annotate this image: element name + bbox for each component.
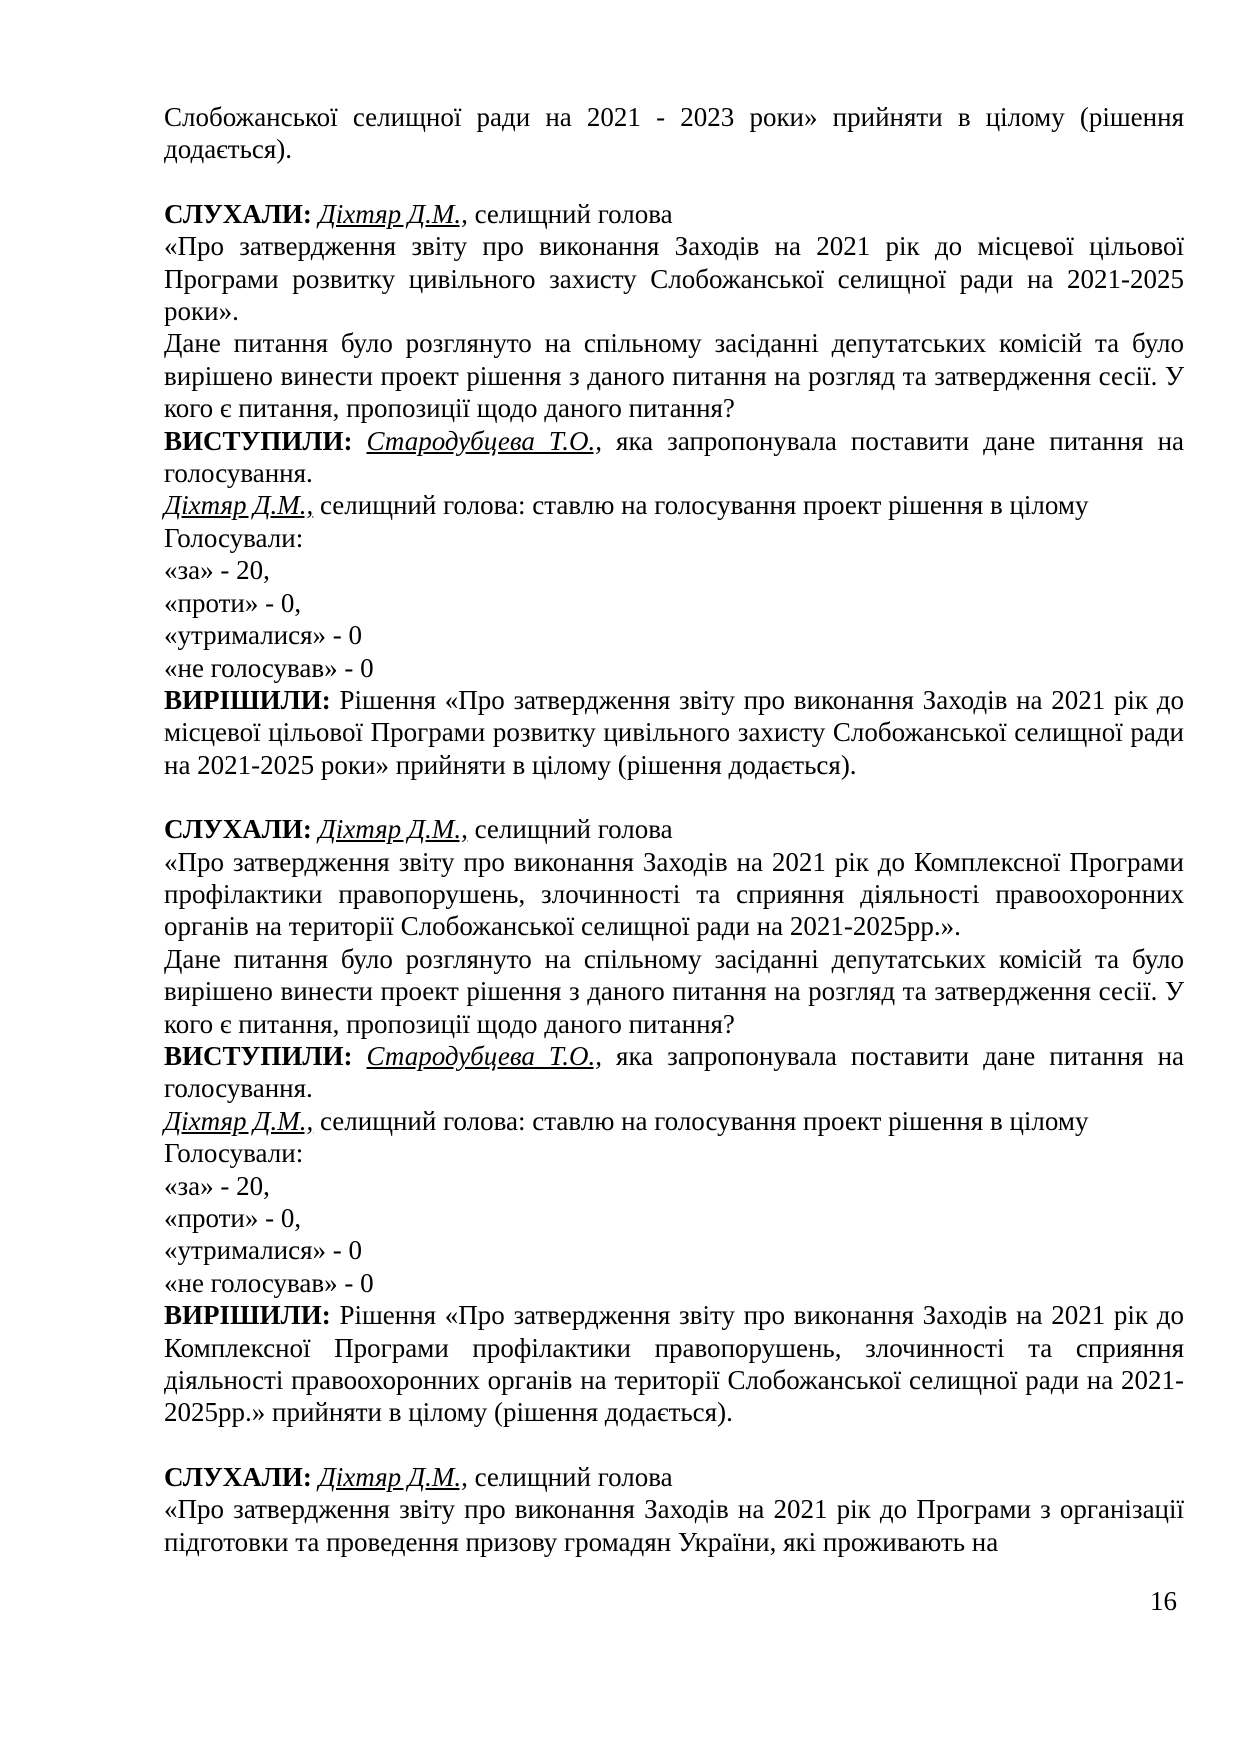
intro-paragraph: Слобожанської селищної ради на 2021 - 2023 роки» прийняти в цілому (рішення додається). — [164, 102, 1184, 165]
speaker-role: селищний голова — [467, 1461, 673, 1492]
voted-label: Голосували: — [164, 522, 304, 553]
spoke-line — [164, 425, 1184, 490]
spoke-line — [164, 1040, 1184, 1105]
speaker-role: селищний голова — [467, 814, 673, 845]
speaker-name: Діхтяр Д.М., — [318, 198, 468, 229]
discussion-text: Дане питання було розглянуто на спільному засіданні депутатських комісій та було вирішено винести проект рішення з даного питання на розгляд та затвердження сесії. У кого є питання, пропозиції щодо даного питання? — [164, 943, 1184, 1039]
heard-line — [164, 198, 1184, 230]
speaker-role: селищний голова — [467, 198, 673, 229]
heard-label: СЛУХАЛИ: — [164, 198, 312, 229]
spoke-name: Стародубцева Т.О., — [366, 1040, 602, 1071]
chair-name: Діхтяр Д.М., — [164, 1105, 314, 1136]
decided-text: Рішення «Про затвердження звіту про виконання Заходів на 2021 рік до місцевої цільової Програми розвитку цивільного захисту Слобожанської селищної ради на 2021-2025 роки» прийняти в цілому (рішення додається). — [164, 684, 1184, 780]
speaker-name: Діхтяр Д.М., — [318, 1461, 468, 1492]
agenda-item-3 — [164, 1461, 1184, 1558]
topic-text: «Про затвердження звіту про виконання Заходів на 2021 рік до Програми з організації підготовки та проведення призову громадян України, які проживають на — [164, 1494, 1184, 1557]
heard-label: СЛУХАЛИ: — [164, 1461, 312, 1492]
agenda-item-2 — [164, 813, 1184, 1429]
vote-abstained: «утрималися» - 0 — [164, 1235, 363, 1266]
heard-line — [164, 1461, 1184, 1493]
decided-label: ВИРІШИЛИ: — [164, 1300, 331, 1331]
chair-text: селищний голова: ставлю на голосування проект рішення в цілому — [313, 1105, 1089, 1136]
voted-label: Голосували: — [164, 1138, 304, 1169]
chair-text: селищний голова: ставлю на голосування проект рішення в цілому — [313, 490, 1089, 521]
topic-text: «Про затвердження звіту про виконання Заходів на 2021 рік до місцевої цільової Програми розвитку цивільного захисту Слобожанської селищної ради на 2021-2025 роки». — [164, 231, 1184, 327]
spoke-text: яка запропонувала поставити дане питання на голосування. — [164, 1040, 1185, 1104]
vote-against: «проти» - 0, — [164, 1203, 302, 1233]
decided-line — [164, 684, 1184, 781]
vote-abstained: «утрималися» - 0 — [164, 620, 363, 651]
spoke-label: ВИСТУПИЛИ: — [164, 1040, 353, 1071]
page-number: 16 — [1150, 1586, 1177, 1616]
topic-text: «Про затвердження звіту про виконання Заходів на 2021 рік до Комплексної Програми профілактики правопорушень, злочинності та сприяння діяльності правоохоронних органів на території Слобожанської селищної ради на 2021-2025рр.». — [164, 846, 1184, 942]
vote-for: «за» - 20, — [164, 555, 270, 586]
vote-for: «за» - 20, — [164, 1170, 270, 1201]
chair-line — [164, 489, 1184, 521]
document-body — [164, 101, 1184, 1558]
vote-not-voted: «не голосував» - 0 — [164, 652, 374, 683]
heard-line — [164, 813, 1184, 845]
decided-text: Рішення «Про затвердження звіту про виконання Заходів на 2021 рік до Комплексної Програми профілактики правопорушень, злочинності та сприяння діяльності правоохоронних органів на території Слобожанської селищної ради на 2021-2025рр.» прийняти в цілому (рішення додається). — [164, 1300, 1184, 1428]
decided-label: ВИРІШИЛИ: — [164, 684, 331, 715]
discussion-text: Дане питання було розглянуто на спільному засіданні депутатських комісій та було вирішено винести проект рішення з даного питання на розгляд та затвердження сесії. У кого є питання, пропозиції щодо даного питання? — [164, 328, 1184, 424]
vote-against: «проти» - 0, — [164, 587, 302, 618]
vote-not-voted: «не голосував» - 0 — [164, 1267, 374, 1298]
chair-line — [164, 1105, 1184, 1137]
agenda-item-1 — [164, 198, 1184, 781]
spoke-name: Стародубцева Т.О., — [366, 425, 602, 456]
chair-name: Діхтяр Д.М., — [164, 490, 314, 521]
spoke-text: яка запропонувала поставити дане питання на голосування. — [164, 425, 1185, 489]
decided-line — [164, 1299, 1184, 1429]
heard-label: СЛУХАЛИ: — [164, 814, 312, 845]
spoke-label: ВИСТУПИЛИ: — [164, 425, 353, 456]
speaker-name: Діхтяр Д.М., — [318, 814, 468, 845]
